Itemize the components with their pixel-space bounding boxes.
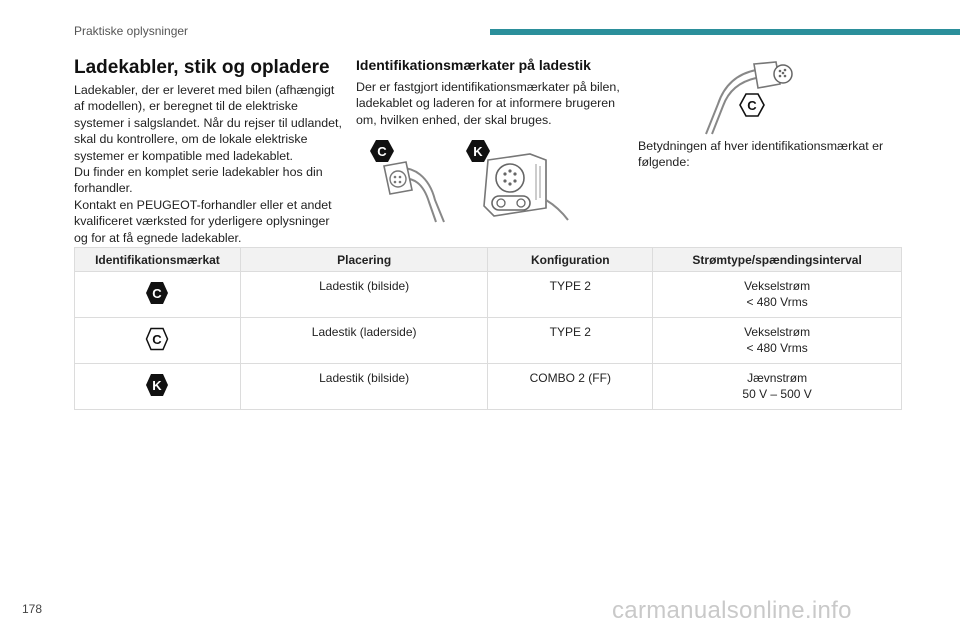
page-title: Ladekabler, stik og opladere [74, 57, 330, 78]
badge-k-label: K [473, 144, 483, 159]
identification-table [74, 247, 902, 410]
svg-text:C: C [152, 331, 163, 347]
svg-text:K: K [152, 377, 163, 393]
config-cell: COMBO 2 (FF) [488, 364, 653, 410]
current-cell: Vekselstrøm < 480 Vrms [653, 318, 902, 364]
config-cell: TYPE 2 [488, 318, 653, 364]
table-row [75, 272, 902, 318]
subtitle-paragraph: Der er fastgjort identifikationsmærkater på bilen, ladekablet og laderen for at informere brugeren om, hvilken enhed, der skal bruges. [356, 80, 620, 127]
mark-cell [75, 272, 241, 318]
mark-cell [75, 318, 241, 364]
header-placement: Placering [240, 248, 488, 272]
placement-cell: Ladestik (laderside) [240, 318, 488, 364]
page-number: 178 [22, 602, 43, 616]
badge-k-filled-icon [145, 373, 169, 397]
cable-plug-illustration [360, 140, 460, 224]
section-header: Praktiske oplysninger [74, 24, 189, 38]
mark-cell [75, 364, 241, 410]
badge-c-outline-icon [145, 327, 169, 351]
section-subtitle: Identifikationsmærkater på ladestik [356, 57, 591, 73]
current-cell: Vekselstrøm < 480 Vrms [653, 272, 902, 318]
table-row [75, 318, 902, 364]
placement-cell: Ladestik (bilside) [240, 272, 488, 318]
meaning-paragraph: Betydningen af hver identifikationsmærkat er følgende: [638, 139, 884, 170]
intro-paragraph: Ladekabler, der er leveret med bilen (afhængigt af modellen), er beregnet til de elektriske systemer i salgslandet. Når du rejser til udlandet, skal du kontrollere, om de lokale elektriske systemer er kompatible med ladekablet. Du finder en komplet serie ladekabler hos din forhandler. Kontakt en PEUGEOT-forhandler eller et andet kvalificeret værksted for yderligere oplysninger og for at få egnede ladekabler. [74, 83, 342, 245]
header-identification: Identifikationsmærkat [75, 248, 241, 272]
vehicle-socket-illustration [460, 140, 570, 224]
header-current-type: Strømtype/spændingsinterval [653, 248, 902, 272]
svg-text:C: C [152, 285, 163, 301]
table-row [75, 364, 902, 410]
badge-c-filled-icon [145, 281, 169, 305]
table-header-row [75, 248, 902, 272]
header-accent-bar [490, 29, 960, 35]
badge-c-label: C [377, 144, 387, 159]
badge-c-outline-label: C [747, 98, 757, 113]
current-cell: Jævnstrøm 50 V – 500 V [653, 364, 902, 410]
header-configuration: Konfiguration [488, 248, 653, 272]
watermark-text: carmanualsonline.info [612, 597, 852, 624]
charger-plug-illustration [696, 56, 796, 136]
config-cell: TYPE 2 [488, 272, 653, 318]
placement-cell: Ladestik (bilside) [240, 364, 488, 410]
